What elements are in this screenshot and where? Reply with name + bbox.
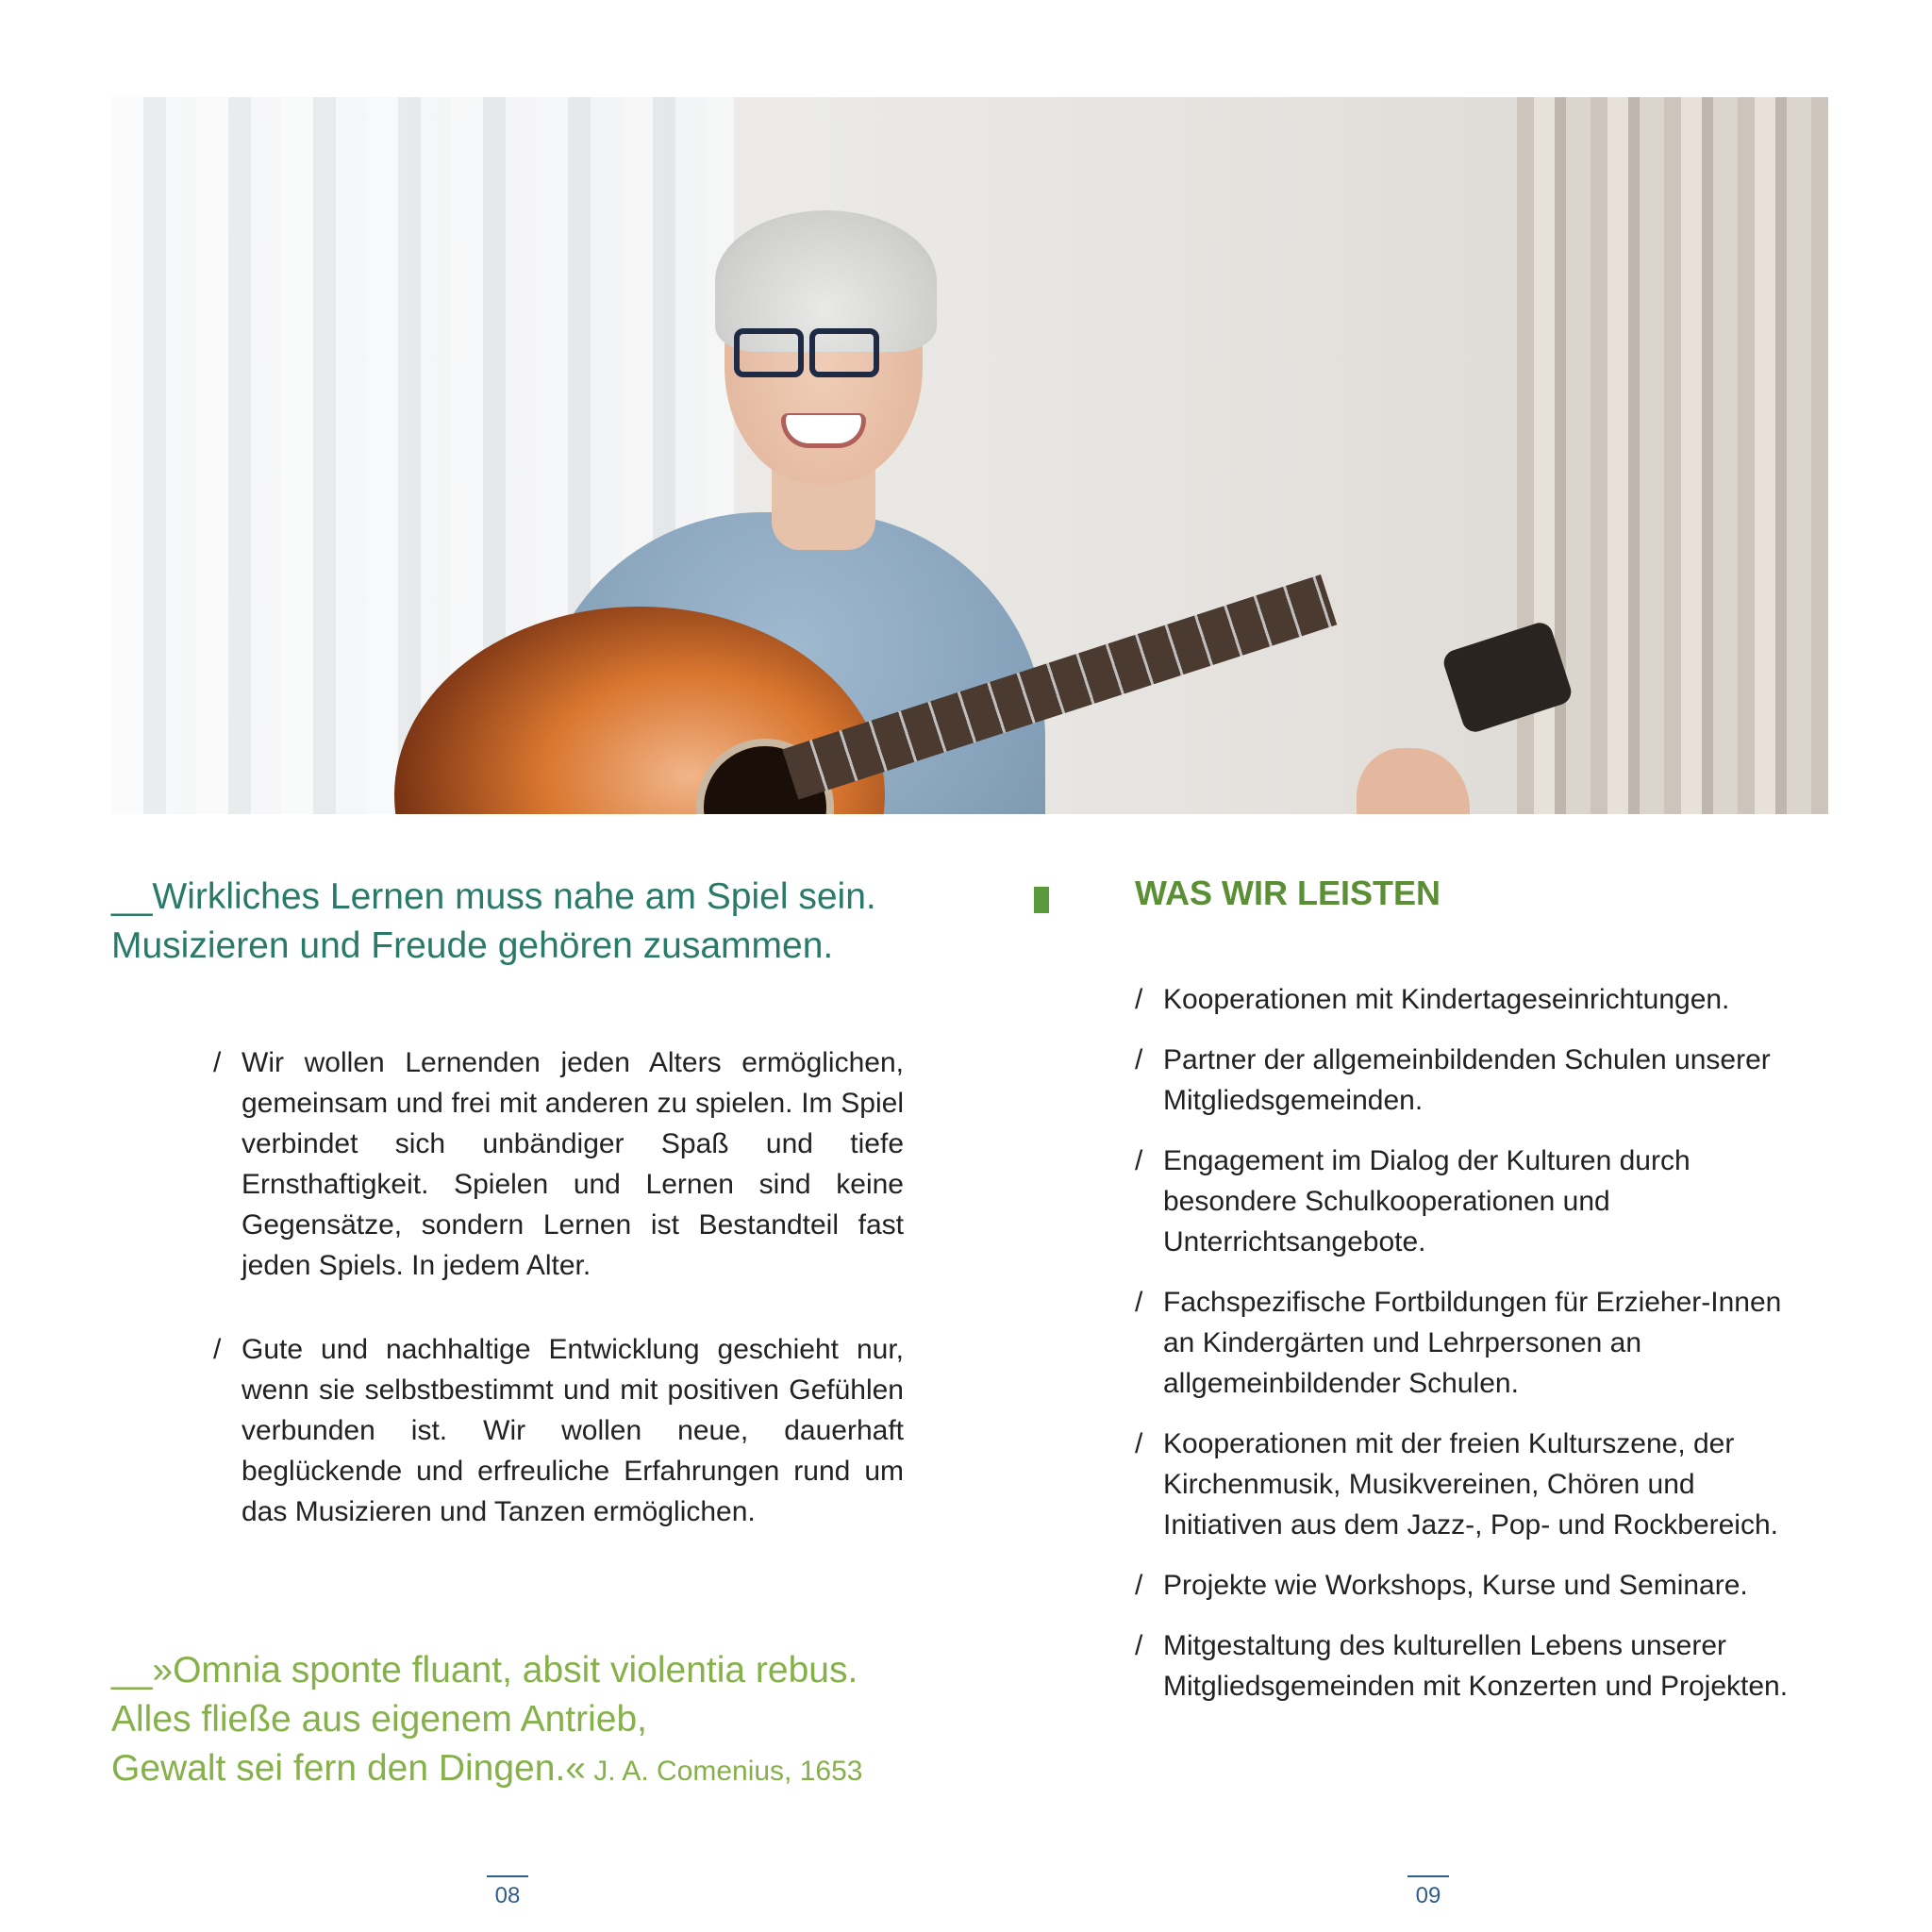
list-item-text: Mitgestaltung des kulturellen Lebens unserer Mitgliedsgemeinden mit Konzerten und Projekten. — [1163, 1630, 1789, 1702]
list-item-text: Engagement im Dialog der Kulturen durch besondere Schulkooperationen und Unterrichtsangebote. — [1163, 1145, 1690, 1257]
glasses-left-lens — [734, 328, 804, 377]
smile — [781, 413, 866, 448]
quote-line-1: __»Omnia sponte fluant, absit violentia rebus. — [111, 1650, 858, 1690]
slash-marker: / — [1135, 1630, 1143, 1661]
quote-line-3-wrap — [111, 1744, 960, 1796]
left-bullet-list — [213, 1042, 904, 1575]
list-item — [1135, 979, 1814, 1020]
list-item — [1135, 1625, 1814, 1707]
list-item-text: Kooperationen mit der freien Kulturszene, der Kirchenmusik, Musikvereinen, Chören und Initiativen aus dem Jazz-, Pop- und Rockbereich. — [1163, 1428, 1778, 1541]
intro-statement — [111, 873, 960, 971]
hero-photo — [111, 97, 1828, 814]
slash-marker: / — [1135, 1044, 1143, 1075]
list-item — [213, 1042, 904, 1286]
list-item-text: Kooperationen mit Kindertageseinrichtungen. — [1163, 984, 1730, 1015]
list-item — [213, 1329, 904, 1532]
list-item — [1135, 1040, 1814, 1121]
right-bullet-list — [1135, 979, 1814, 1726]
list-item-text: Fachspezifische Fortbildungen für Erzieher-Innen an Kindergärten und Lehrpersonen an allgemeinbildender Schulen. — [1163, 1287, 1782, 1399]
slash-marker: / — [213, 1334, 222, 1365]
list-item-text: Wir wollen Lernenden jeden Alters ermöglichen, gemeinsam und frei mit anderen zu spielen. Im Spiel verbindet sich unbändiger Spaß und tiefe Ernsthaftigkeit. Spielen und Lernen sind keine Gegensätze, sondern Lernen ist Bestandteil fast jeden Spiels. In jedem Alter. — [242, 1047, 904, 1281]
list-item — [1135, 1424, 1814, 1545]
quote-line-3: Gewalt sei fern den Dingen.« — [111, 1748, 586, 1789]
page-number-right: 09 — [1407, 1875, 1449, 1909]
list-item — [1135, 1282, 1814, 1404]
slash-marker: / — [1135, 1145, 1143, 1176]
comenius-quote — [111, 1646, 960, 1796]
slash-marker: / — [1135, 1287, 1143, 1318]
glasses-right-lens — [809, 328, 879, 377]
intro-line-2: Musizieren und Freude gehören zusammen. — [111, 925, 834, 966]
slash-marker: / — [1135, 1570, 1143, 1601]
section-marker — [1034, 887, 1049, 913]
list-item-text: Partner der allgemeinbildenden Schulen unserer Mitgliedsgemeinden. — [1163, 1044, 1771, 1116]
quote-line-2: Alles fließe aus eigenem Antrieb, — [111, 1699, 647, 1740]
fretting-hand — [1357, 748, 1470, 814]
curtain-right — [1517, 97, 1828, 814]
intro-line-1: __Wirkliches Lernen muss nahe am Spiel sein. — [111, 876, 876, 917]
list-item — [1135, 1565, 1814, 1606]
list-item-text: Gute und nachhaltige Entwicklung geschieht nur, wenn sie selbstbestimmt und mit positiven Gefühlen verbunden ist. Wir wollen neue, dauerhaft beglückende und erfreuliche Erfahrungen rund um das Musizieren und Tanzen ermöglichen. — [242, 1334, 904, 1527]
section-heading: WAS WIR LEISTEN — [1135, 874, 1441, 912]
list-item-text: Projekte wie Workshops, Kurse und Seminare. — [1163, 1570, 1748, 1601]
page-number-left: 08 — [487, 1875, 528, 1909]
slash-marker: / — [1135, 1428, 1143, 1459]
list-item — [1135, 1141, 1814, 1262]
quote-source: J. A. Comenius, 1653 — [585, 1756, 863, 1787]
slash-marker: / — [1135, 984, 1143, 1015]
slash-marker: / — [213, 1047, 222, 1078]
